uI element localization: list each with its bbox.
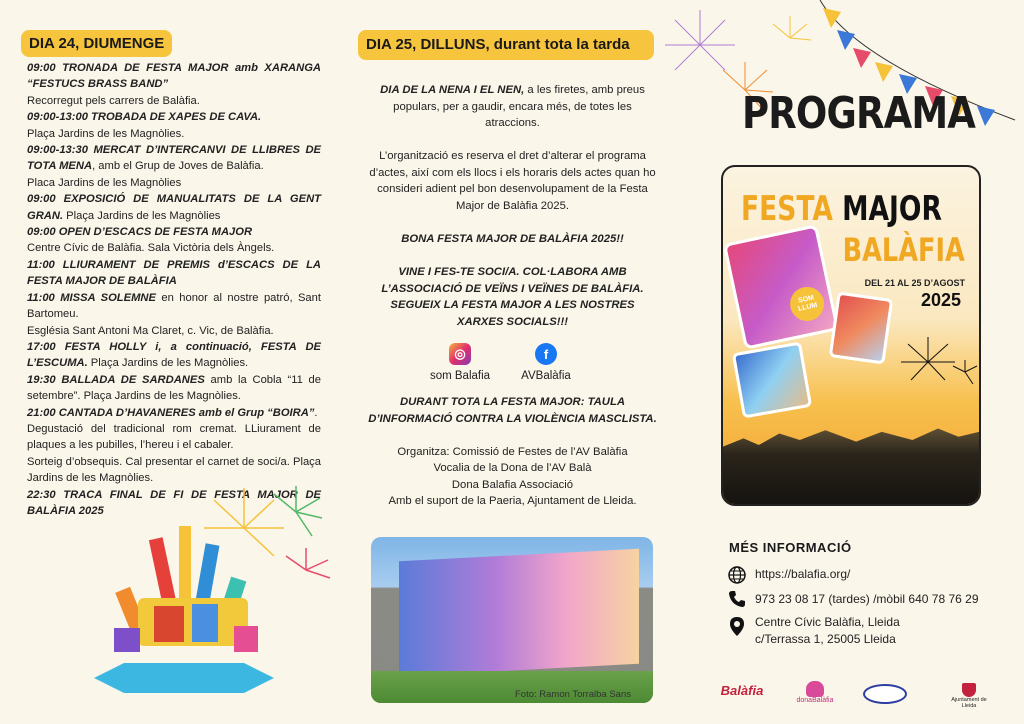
logo-association xyxy=(860,684,910,704)
schedule-item-highlight: 21:00 CANTADA D’HAVANERES amb el Grup “BOIRA” xyxy=(27,406,315,419)
programa-heading: PROGRAMA xyxy=(742,88,976,139)
organizer-4: Amb el suport de la Paeria, Ajuntament de Lleida. xyxy=(388,495,637,507)
location-pin-icon xyxy=(727,614,747,638)
schedule-item xyxy=(27,240,321,256)
schedule-item xyxy=(27,257,321,290)
schedule-item-highlight: 11:00 LLIURAMENT DE PREMIS d’ESCACS DE LA FESTA MAJOR DE BALÀFIA xyxy=(27,258,321,288)
photo-credit: Foto: Ramon Torralba Sans xyxy=(515,689,631,700)
poster-fireworks xyxy=(873,332,981,422)
fireworks-illustration xyxy=(84,478,346,718)
festival-poster xyxy=(721,165,981,506)
address-row xyxy=(727,614,900,648)
organizer-1: Organitza: Comissió de Festes de l’AV Balàfia xyxy=(397,446,628,458)
schedule-item-highlight: 09:00 TRONADA DE FESTA MAJOR amb XARANGA “FESTUCS BRASS BAND” xyxy=(27,62,321,91)
day-24-schedule xyxy=(27,60,321,519)
poster-som-badge: SOM LLUM xyxy=(787,284,827,324)
facebook-icon: f xyxy=(535,343,557,365)
schedule-item-detail: Sorteig d’obsequis. Cal presentar el carnet de soci/a. Plaça Jardins de les Magnòlies. xyxy=(27,455,321,485)
schedule-item-highlight: 09:00 OPEN D’ESCACS DE FESTA MAJOR xyxy=(27,226,253,239)
poster-title xyxy=(741,189,942,229)
phone-text: 973 23 08 17 (tardes) /mòbil 640 78 76 29 xyxy=(755,592,979,606)
schedule-item-detail: Centre Cívic de Balàfia. Sala Victòria dels Àngels. xyxy=(27,242,275,255)
schedule-item xyxy=(27,109,321,125)
logo-dona-balafia: donaBalàfia xyxy=(790,681,840,704)
globe-icon xyxy=(727,565,747,585)
facebook-link[interactable] xyxy=(508,343,584,382)
intro-rest: a les firetes, amb preus populars, per a gaudir, encara més, de totes les atraccions. xyxy=(393,84,645,130)
schedule-item-highlight: 09:00-13:30 MERCAT D’INTERCANVI DE LLIBRES DE TOTA MENA xyxy=(27,144,321,173)
schedule-item-detail: Degustació del tradicional rom cremat. LLiurament de plaques a les pubilles, l’hereu i el cabaler. xyxy=(27,422,321,452)
lleida-shield-icon xyxy=(962,683,976,697)
poster-dates: DEL 21 AL 25 D’AGOST xyxy=(864,278,965,288)
intro-bold: DIA DE LA NENA I EL NEN, xyxy=(380,84,525,96)
website-row[interactable] xyxy=(727,565,850,585)
schedule-item-detail: . xyxy=(314,406,318,419)
dona-balafia-mark xyxy=(806,681,824,697)
schedule-item xyxy=(27,191,321,224)
violence-notice: DURANT TOTA LA FESTA MAJOR: TAULA D’INFORMACIÓ CONTRA LA VIOLÈNCIA MASCLISTA. xyxy=(368,396,657,425)
call-to-action: VINE I FES-TE SOCI/A. COL·LABORA AMB L’ASSOCIACIÓ DE VEÏNS I VEÏNES DE BALÀFIA. SEGUEIX LA FESTA MAJOR A LES NOSTRES XARXES SOCIALS!!! xyxy=(381,266,644,328)
schedule-item-highlight: 09:00 EXPOSICIÓ DE MANUALITATS DE LA GENT GRAN. xyxy=(27,193,321,222)
greeting-text: BONA FESTA MAJOR DE BALÀFIA 2025!! xyxy=(401,233,624,245)
schedule-item xyxy=(27,175,321,191)
organizer-2: Vocalia de la Dona de l’AV Balà xyxy=(433,462,592,474)
poster-photo-ceiling xyxy=(732,341,812,418)
instagram-icon: ◎ xyxy=(449,343,471,365)
instagram-label: som Balafia xyxy=(429,370,491,382)
schedule-item-detail: Recorregut pels carrers de Balàfia. xyxy=(27,94,200,107)
schedule-item xyxy=(27,126,321,142)
address-line-1: Centre Cívic Balàfia, Lleida xyxy=(755,615,900,629)
day-25-intro xyxy=(367,82,658,132)
poster-major: MAJOR xyxy=(842,189,942,229)
schedule-item-highlight: 19:30 BALLADA DE SARDANES xyxy=(27,373,205,386)
schedule-item-highlight: 17:00 FESTA HOLLY i, a continuació, FESTA DE L’ESCUMA. xyxy=(27,340,321,370)
schedule-item xyxy=(27,93,321,109)
schedule-item-detail: en honor al nostre patró, Sant Bartomeu. xyxy=(27,291,321,321)
schedule-item-detail: Plaça Jardins de les Magnòlies xyxy=(63,209,221,222)
more-info-title: MÉS INFORMACIÓ xyxy=(729,540,852,555)
phone-row xyxy=(727,589,979,609)
phone-icon xyxy=(727,589,747,609)
schedule-item-highlight: 11:00 MISSA SOLEMNE xyxy=(27,291,156,304)
day-25-title: DIA 25, DILLUNS, durant tota la tarda xyxy=(358,30,654,60)
schedule-item xyxy=(27,421,321,454)
schedule-item xyxy=(27,142,321,175)
association-oval-mark xyxy=(863,684,907,704)
logo-ajuntament-lleida: Ajuntament de Lleida xyxy=(944,683,994,709)
schedule-item-highlight: 09:00-13:00 TROBADA DE XAPES DE CAVA. xyxy=(27,111,262,124)
schedule-item xyxy=(27,290,321,323)
day-24-title: DIA 24, DIUMENGE xyxy=(21,30,172,57)
instagram-link[interactable] xyxy=(425,343,495,382)
mural-photo xyxy=(371,537,653,703)
poster-cityscape xyxy=(723,422,979,504)
schedule-item-detail: Plaça Jardins de les Magnòlies. xyxy=(27,127,185,140)
schedule-item xyxy=(27,405,321,421)
poster-festa: FESTA xyxy=(741,189,833,229)
column-day-24 xyxy=(0,0,341,724)
organizer-3: Dona Balafia Associació xyxy=(451,479,574,491)
schedule-item-detail: Plaça Jardins de les Magnòlies. xyxy=(87,357,249,370)
schedule-item-highlight: 22:30 TRACA FINAL DE FI DE FESTA MAJOR DE BALÀFIA 2025 xyxy=(27,488,321,517)
logo-balafia: Balàfia xyxy=(720,683,764,698)
schedule-item xyxy=(27,323,321,339)
schedule-item xyxy=(27,60,321,93)
schedule-item-detail: Placa Jardins de les Magnòlies xyxy=(27,176,182,189)
schedule-item xyxy=(27,224,321,240)
schedule-item xyxy=(27,372,321,405)
poster-year: 2025 xyxy=(920,290,961,310)
poster-photo-mural xyxy=(723,224,839,350)
schedule-item-detail: , amb el Grup de Joves de Balàfia. xyxy=(92,160,264,173)
schedule-item-detail: Església Sant Antoni Ma Claret, c. Vic, de Balàfia. xyxy=(27,324,274,337)
address-line-2: c/Terrassa 1, 25005 Lleida xyxy=(755,632,896,646)
schedule-item xyxy=(27,339,321,372)
poster-place: BALÀFIA xyxy=(842,231,965,269)
website-link[interactable]: https://balafia.org/ xyxy=(755,567,851,581)
mural-wall xyxy=(399,549,639,677)
facebook-label: AVBalàfia xyxy=(521,370,571,382)
notice-text: L’organització es reserva el dret d’alterar el programa d’actes, així com els llocs i els horaris dels actes quan ho consideri adient pel bon desenvolupament de la Festa Major de Balàfia 2025. xyxy=(369,150,656,212)
schedule-item-detail: amb la Cobla “11 de setembre”. Plaça Jardins de les Magnòlies. xyxy=(27,373,321,403)
